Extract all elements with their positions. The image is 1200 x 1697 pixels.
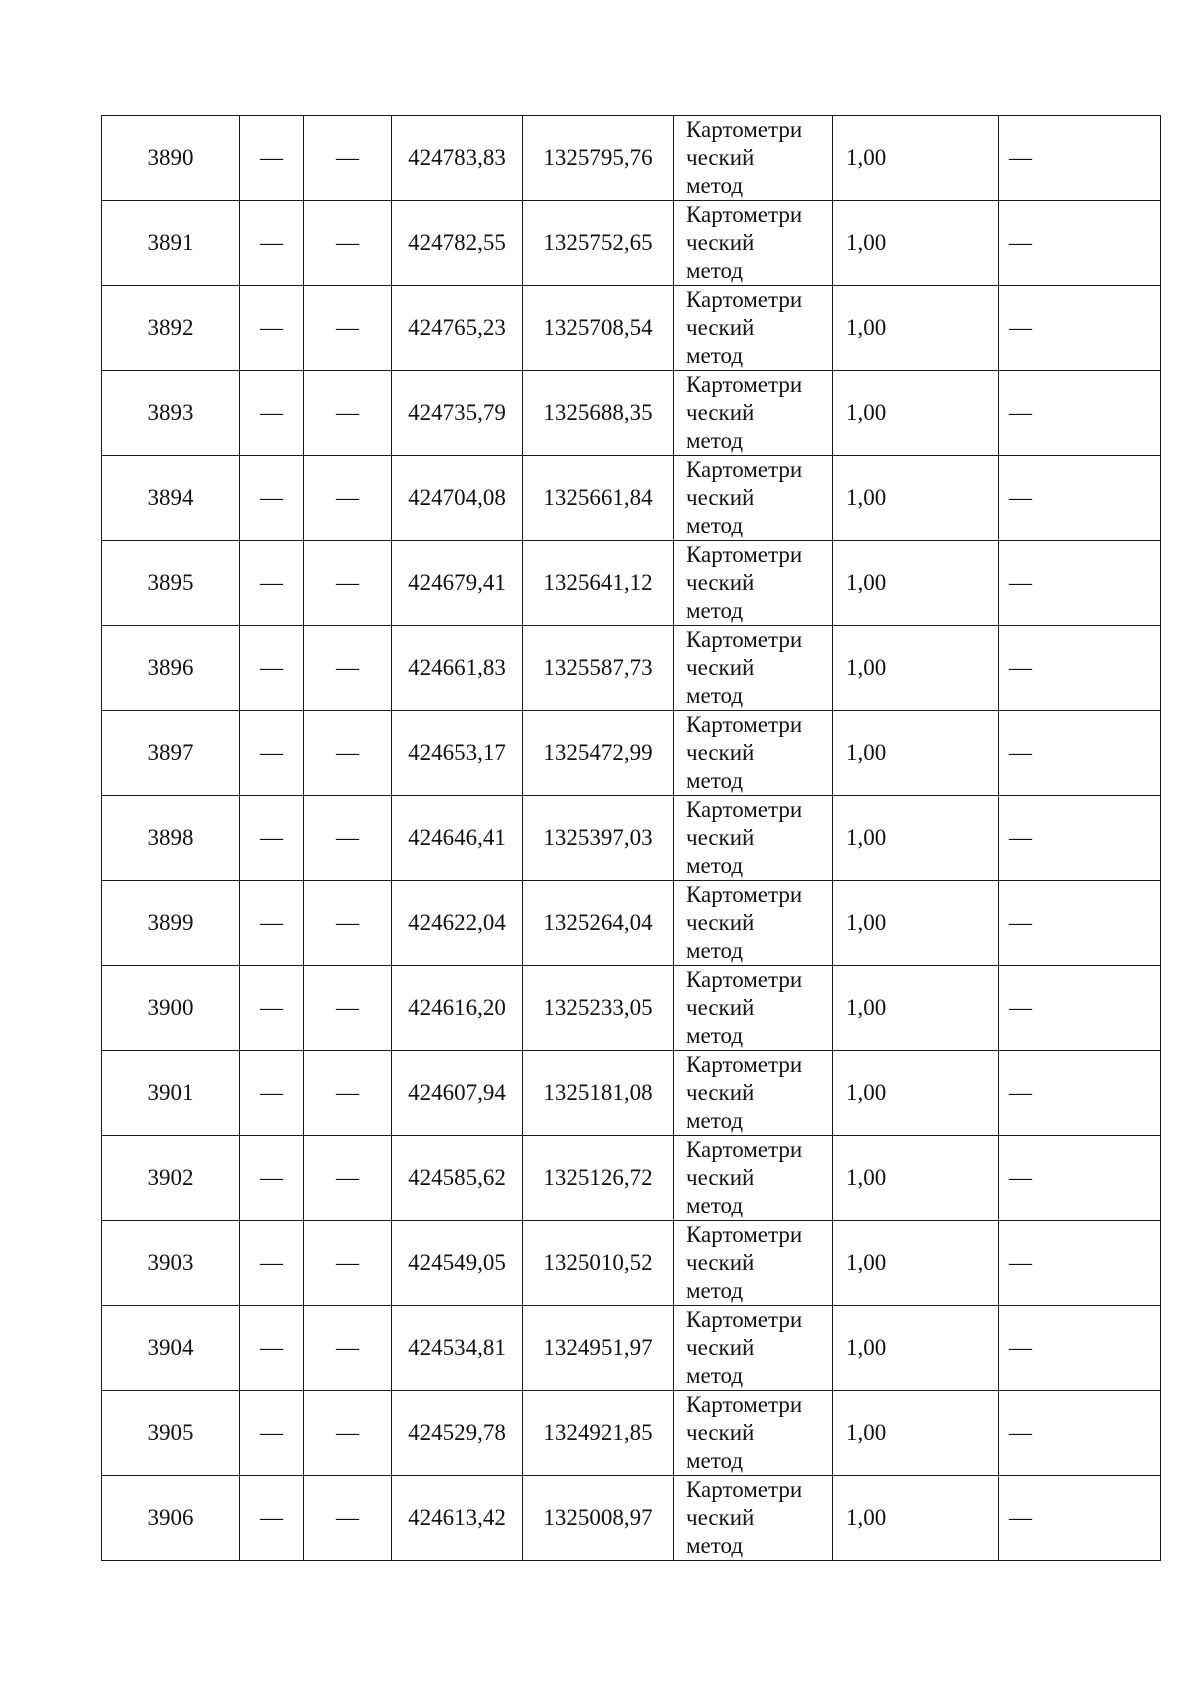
method-cell bbox=[674, 286, 833, 371]
method-cell bbox=[674, 371, 833, 456]
method-text-line: метод bbox=[686, 1363, 744, 1388]
accuracy-cell: 1,00 bbox=[833, 286, 999, 371]
description-cell: — bbox=[999, 711, 1161, 796]
method-text-line: метод bbox=[686, 343, 744, 368]
description-cell: — bbox=[999, 116, 1161, 201]
y-coordinate-cell: 1325008,97 bbox=[523, 1476, 674, 1561]
x-coordinate-cell: 424646,41 bbox=[392, 796, 523, 881]
method-text-line: ческий bbox=[686, 400, 755, 425]
description-cell: — bbox=[999, 1476, 1161, 1561]
method-text-line: ческий bbox=[686, 1420, 755, 1445]
old-y-cell: — bbox=[304, 286, 392, 371]
old-x-cell: — bbox=[240, 1221, 304, 1306]
table-row bbox=[102, 371, 1161, 456]
old-y-cell: — bbox=[304, 626, 392, 711]
accuracy-cell: 1,00 bbox=[833, 371, 999, 456]
method-text-line: ческий bbox=[686, 485, 755, 510]
accuracy-cell: 1,00 bbox=[833, 796, 999, 881]
method-text-line: метод bbox=[686, 598, 744, 623]
method-text-line: ческий bbox=[686, 825, 755, 850]
old-y-cell: — bbox=[304, 1306, 392, 1391]
table-row bbox=[102, 796, 1161, 881]
description-cell: — bbox=[999, 371, 1161, 456]
point-number-cell: 3902 bbox=[102, 1136, 240, 1221]
method-text-line: ческий bbox=[686, 1250, 755, 1275]
y-coordinate-cell: 1325010,52 bbox=[523, 1221, 674, 1306]
x-coordinate-cell: 424534,81 bbox=[392, 1306, 523, 1391]
old-x-cell: — bbox=[240, 1136, 304, 1221]
accuracy-cell: 1,00 bbox=[833, 966, 999, 1051]
x-coordinate-cell: 424613,42 bbox=[392, 1476, 523, 1561]
method-text-line: Картометри bbox=[686, 1392, 803, 1417]
method-text-line: Картометри bbox=[686, 457, 803, 482]
description-cell: — bbox=[999, 881, 1161, 966]
method-text-line: Картометри bbox=[686, 1222, 803, 1247]
accuracy-cell: 1,00 bbox=[833, 1306, 999, 1391]
x-coordinate-cell: 424679,41 bbox=[392, 541, 523, 626]
method-text-line: ческий bbox=[686, 910, 755, 935]
old-y-cell: — bbox=[304, 456, 392, 541]
table-row bbox=[102, 1391, 1161, 1476]
accuracy-cell: 1,00 bbox=[833, 201, 999, 286]
y-coordinate-cell: 1325126,72 bbox=[523, 1136, 674, 1221]
method-text-line: Картометри bbox=[686, 202, 803, 227]
description-cell: — bbox=[999, 456, 1161, 541]
method-text-line: Картометри bbox=[686, 1477, 803, 1502]
description-cell: — bbox=[999, 286, 1161, 371]
table-row bbox=[102, 1136, 1161, 1221]
method-text-line: Картометри bbox=[686, 542, 803, 567]
table-row bbox=[102, 541, 1161, 626]
method-text-line: метод bbox=[686, 938, 744, 963]
accuracy-cell: 1,00 bbox=[833, 1221, 999, 1306]
old-x-cell: — bbox=[240, 286, 304, 371]
y-coordinate-cell: 1325264,04 bbox=[523, 881, 674, 966]
point-number-cell: 3898 bbox=[102, 796, 240, 881]
y-coordinate-cell: 1325661,84 bbox=[523, 456, 674, 541]
method-cell bbox=[674, 201, 833, 286]
method-text-line: метод bbox=[686, 683, 744, 708]
point-number-cell: 3897 bbox=[102, 711, 240, 796]
old-x-cell: — bbox=[240, 711, 304, 796]
old-y-cell: — bbox=[304, 881, 392, 966]
method-text-line: ческий bbox=[686, 1080, 755, 1105]
old-y-cell: — bbox=[304, 1221, 392, 1306]
description-cell: — bbox=[999, 1051, 1161, 1136]
point-number-cell: 3899 bbox=[102, 881, 240, 966]
point-number-cell: 3903 bbox=[102, 1221, 240, 1306]
y-coordinate-cell: 1325752,65 bbox=[523, 201, 674, 286]
old-x-cell: — bbox=[240, 116, 304, 201]
old-x-cell: — bbox=[240, 1306, 304, 1391]
old-y-cell: — bbox=[304, 1136, 392, 1221]
x-coordinate-cell: 424765,23 bbox=[392, 286, 523, 371]
old-x-cell: — bbox=[240, 371, 304, 456]
description-cell: — bbox=[999, 541, 1161, 626]
accuracy-cell: 1,00 bbox=[833, 116, 999, 201]
table-row bbox=[102, 1306, 1161, 1391]
x-coordinate-cell: 424661,83 bbox=[392, 626, 523, 711]
method-cell bbox=[674, 1136, 833, 1221]
description-cell: — bbox=[999, 1391, 1161, 1476]
table-row bbox=[102, 966, 1161, 1051]
x-coordinate-cell: 424549,05 bbox=[392, 1221, 523, 1306]
y-coordinate-cell: 1324951,97 bbox=[523, 1306, 674, 1391]
x-coordinate-cell: 424735,79 bbox=[392, 371, 523, 456]
method-text-line: метод bbox=[686, 853, 744, 878]
method-text-line: ческий bbox=[686, 1165, 755, 1190]
accuracy-cell: 1,00 bbox=[833, 1391, 999, 1476]
description-cell: — bbox=[999, 796, 1161, 881]
method-text-line: метод bbox=[686, 1278, 744, 1303]
method-text-line: Картометри bbox=[686, 712, 803, 737]
y-coordinate-cell: 1325233,05 bbox=[523, 966, 674, 1051]
x-coordinate-cell: 424622,04 bbox=[392, 881, 523, 966]
description-cell: — bbox=[999, 966, 1161, 1051]
method-text-line: ческий bbox=[686, 230, 755, 255]
point-number-cell: 3890 bbox=[102, 116, 240, 201]
method-text-line: метод bbox=[686, 1108, 744, 1133]
point-number-cell: 3892 bbox=[102, 286, 240, 371]
y-coordinate-cell: 1325688,35 bbox=[523, 371, 674, 456]
old-y-cell: — bbox=[304, 711, 392, 796]
point-number-cell: 3901 bbox=[102, 1051, 240, 1136]
method-text-line: Картометри bbox=[686, 797, 803, 822]
y-coordinate-cell: 1325708,54 bbox=[523, 286, 674, 371]
method-cell bbox=[674, 966, 833, 1051]
old-x-cell: — bbox=[240, 1051, 304, 1136]
method-cell bbox=[674, 881, 833, 966]
table-row bbox=[102, 1051, 1161, 1136]
point-number-cell: 3906 bbox=[102, 1476, 240, 1561]
method-text-line: ческий bbox=[686, 1335, 755, 1360]
accuracy-cell: 1,00 bbox=[833, 1136, 999, 1221]
description-cell: — bbox=[999, 201, 1161, 286]
method-text-line: метод bbox=[686, 513, 744, 538]
old-x-cell: — bbox=[240, 201, 304, 286]
method-cell bbox=[674, 541, 833, 626]
table-body bbox=[102, 116, 1161, 1561]
method-text-line: Картометри bbox=[686, 882, 803, 907]
old-x-cell: — bbox=[240, 456, 304, 541]
method-text-line: ческий bbox=[686, 145, 755, 170]
method-text-line: метод bbox=[686, 1448, 744, 1473]
y-coordinate-cell: 1324921,85 bbox=[523, 1391, 674, 1476]
old-y-cell: — bbox=[304, 541, 392, 626]
old-y-cell: — bbox=[304, 116, 392, 201]
description-cell: — bbox=[999, 1136, 1161, 1221]
x-coordinate-cell: 424653,17 bbox=[392, 711, 523, 796]
y-coordinate-cell: 1325181,08 bbox=[523, 1051, 674, 1136]
table-row bbox=[102, 1221, 1161, 1306]
method-text-line: ческий bbox=[686, 995, 755, 1020]
point-number-cell: 3893 bbox=[102, 371, 240, 456]
x-coordinate-cell: 424529,78 bbox=[392, 1391, 523, 1476]
method-text-line: метод bbox=[686, 428, 744, 453]
method-text-line: Картометри bbox=[686, 1307, 803, 1332]
method-text-line: ческий bbox=[686, 570, 755, 595]
y-coordinate-cell: 1325397,03 bbox=[523, 796, 674, 881]
accuracy-cell: 1,00 bbox=[833, 1051, 999, 1136]
old-x-cell: — bbox=[240, 966, 304, 1051]
description-cell: — bbox=[999, 1306, 1161, 1391]
coordinates-table bbox=[101, 115, 1161, 1561]
old-y-cell: — bbox=[304, 1051, 392, 1136]
old-y-cell: — bbox=[304, 1391, 392, 1476]
description-cell: — bbox=[999, 626, 1161, 711]
method-cell bbox=[674, 1391, 833, 1476]
accuracy-cell: 1,00 bbox=[833, 456, 999, 541]
y-coordinate-cell: 1325641,12 bbox=[523, 541, 674, 626]
x-coordinate-cell: 424607,94 bbox=[392, 1051, 523, 1136]
description-cell: — bbox=[999, 1221, 1161, 1306]
method-text-line: ческий bbox=[686, 655, 755, 680]
method-text-line: метод bbox=[686, 173, 744, 198]
x-coordinate-cell: 424704,08 bbox=[392, 456, 523, 541]
old-x-cell: — bbox=[240, 1391, 304, 1476]
method-text-line: Картометри bbox=[686, 287, 803, 312]
method-cell bbox=[674, 1221, 833, 1306]
x-coordinate-cell: 424616,20 bbox=[392, 966, 523, 1051]
method-cell bbox=[674, 456, 833, 541]
accuracy-cell: 1,00 bbox=[833, 626, 999, 711]
accuracy-cell: 1,00 bbox=[833, 711, 999, 796]
old-y-cell: — bbox=[304, 201, 392, 286]
method-cell bbox=[674, 1476, 833, 1561]
accuracy-cell: 1,00 bbox=[833, 1476, 999, 1561]
point-number-cell: 3894 bbox=[102, 456, 240, 541]
table-row bbox=[102, 201, 1161, 286]
x-coordinate-cell: 424782,55 bbox=[392, 201, 523, 286]
old-x-cell: — bbox=[240, 881, 304, 966]
old-x-cell: — bbox=[240, 541, 304, 626]
old-x-cell: — bbox=[240, 796, 304, 881]
accuracy-cell: 1,00 bbox=[833, 881, 999, 966]
method-text-line: метод bbox=[686, 768, 744, 793]
method-text-line: Картометри bbox=[686, 372, 803, 397]
accuracy-cell: 1,00 bbox=[833, 541, 999, 626]
method-text-line: Картометри bbox=[686, 1137, 803, 1162]
y-coordinate-cell: 1325587,73 bbox=[523, 626, 674, 711]
table-row bbox=[102, 1476, 1161, 1561]
method-text-line: метод bbox=[686, 258, 744, 283]
y-coordinate-cell: 1325795,76 bbox=[523, 116, 674, 201]
method-text-line: ческий bbox=[686, 1505, 755, 1530]
table-row bbox=[102, 626, 1161, 711]
method-cell bbox=[674, 796, 833, 881]
method-cell bbox=[674, 1051, 833, 1136]
table-row bbox=[102, 881, 1161, 966]
method-text-line: Картометри bbox=[686, 967, 803, 992]
method-text-line: метод bbox=[686, 1023, 744, 1048]
point-number-cell: 3896 bbox=[102, 626, 240, 711]
x-coordinate-cell: 424783,83 bbox=[392, 116, 523, 201]
point-number-cell: 3891 bbox=[102, 201, 240, 286]
table-row bbox=[102, 116, 1161, 201]
x-coordinate-cell: 424585,62 bbox=[392, 1136, 523, 1221]
method-text-line: Картометри bbox=[686, 627, 803, 652]
table-row bbox=[102, 456, 1161, 541]
method-text-line: метод bbox=[686, 1193, 744, 1218]
point-number-cell: 3900 bbox=[102, 966, 240, 1051]
method-text-line: Картометри bbox=[686, 117, 803, 142]
method-text-line: ческий bbox=[686, 740, 755, 765]
method-text-line: метод bbox=[686, 1533, 744, 1558]
old-y-cell: — bbox=[304, 796, 392, 881]
method-text-line: Картометри bbox=[686, 1052, 803, 1077]
table-row bbox=[102, 711, 1161, 796]
old-y-cell: — bbox=[304, 1476, 392, 1561]
method-cell bbox=[674, 1306, 833, 1391]
old-x-cell: — bbox=[240, 626, 304, 711]
point-number-cell: 3904 bbox=[102, 1306, 240, 1391]
method-cell bbox=[674, 116, 833, 201]
method-cell bbox=[674, 711, 833, 796]
y-coordinate-cell: 1325472,99 bbox=[523, 711, 674, 796]
point-number-cell: 3895 bbox=[102, 541, 240, 626]
table-row bbox=[102, 286, 1161, 371]
old-y-cell: — bbox=[304, 966, 392, 1051]
old-x-cell: — bbox=[240, 1476, 304, 1561]
method-text-line: ческий bbox=[686, 315, 755, 340]
old-y-cell: — bbox=[304, 371, 392, 456]
method-cell bbox=[674, 626, 833, 711]
point-number-cell: 3905 bbox=[102, 1391, 240, 1476]
